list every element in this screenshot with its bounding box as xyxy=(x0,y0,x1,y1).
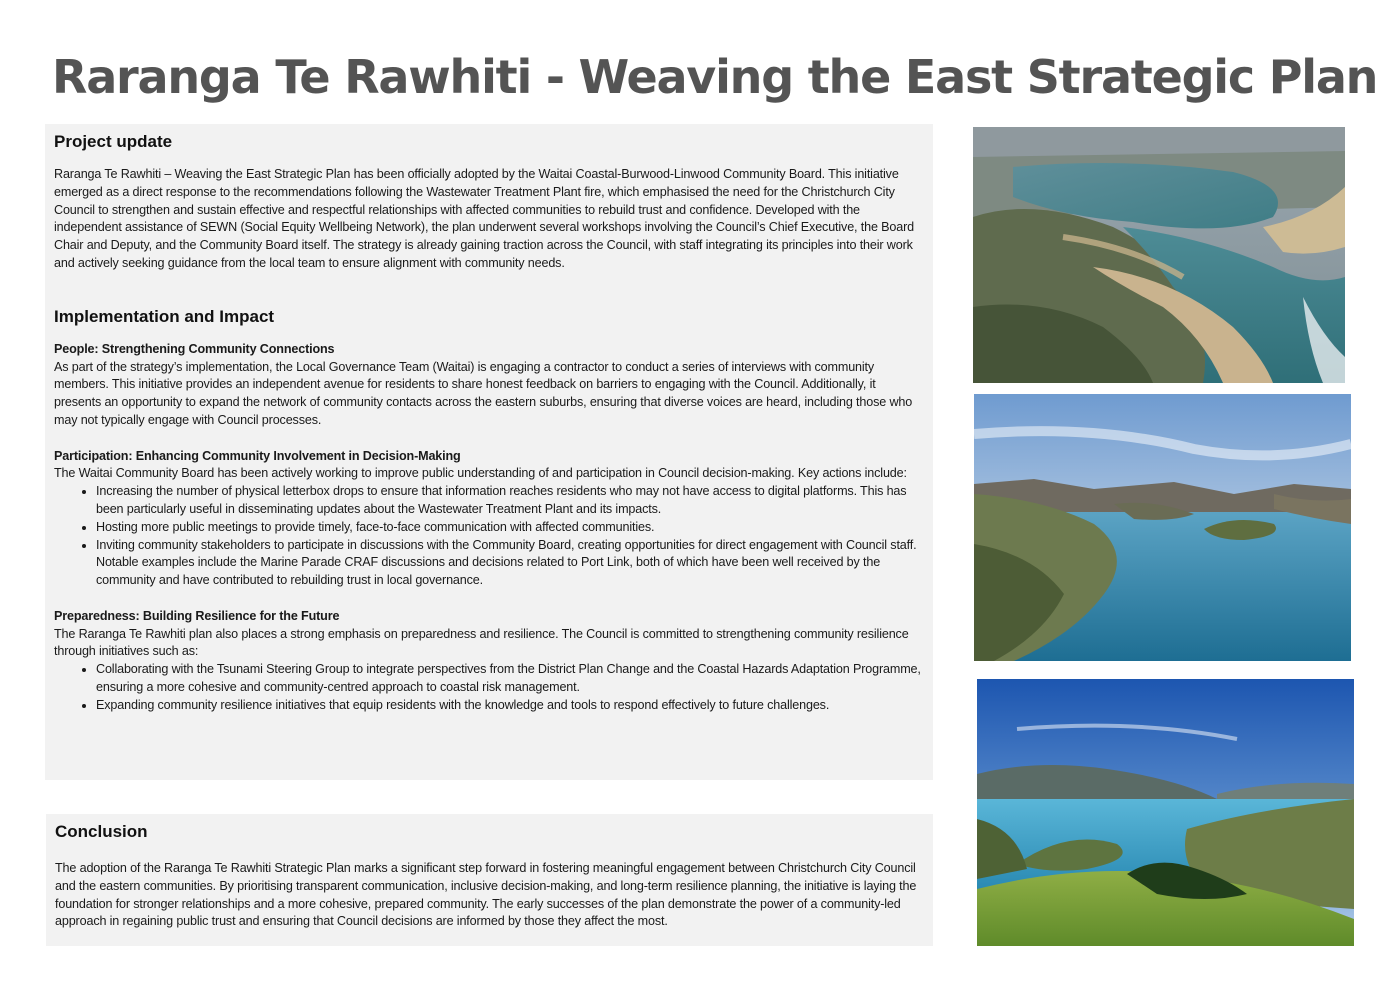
page-title: Raranga Te Rawhiti - Weaving the East Strategic Plan xyxy=(52,50,1378,104)
list-item: • Inviting community stakeholders to participate in discussions with the Community Board, creating opportunities for direct engagement with Council staff. Notable examples include the Marine Parade CRAF discussions and decisions related to Port Link, both of which have been well received by the community and have contributed to rebuilding trust in local governance. xyxy=(96,537,924,590)
list-item: • Expanding community resilience initiatives that equip residents with the knowledge and tools to respond effectively to future challenges. xyxy=(96,697,924,715)
conclusion-body: The adoption of the Raranga Te Rawhiti Strategic Plan marks a significant step forward in fostering meaningful engagement between Christchurch City Council and the eastern communities. By prioritising transparent communication, inclusive decision-making, and long-term resilience planning, the initiative is laying the foundation for stronger relationships and a more cohesive, prepared community. The early successes of the plan demonstrate the power of a community-led approach in regaining public trust and ensuring that Council decisions are informed by those they affect the most. xyxy=(55,861,917,929)
main-panel xyxy=(45,124,933,780)
people-section xyxy=(54,341,924,430)
preparedness-section xyxy=(54,608,924,715)
people-subheading: People: Strengthening Community Connections xyxy=(54,341,335,356)
conclusion-panel xyxy=(46,814,933,946)
preparedness-body: The Raranga Te Rawhiti plan also places a strong emphasis on preparedness and resilience. The Council is committed to strengthening community resilience through initiatives such as: xyxy=(54,626,909,659)
list-item: • Collaborating with the Tsunami Steering Group to integrate perspectives from the District Plan Change and the Coastal Hazards Adaptation Programme, ensuring a more cohesive and community-centred approach to coastal risk management. xyxy=(96,661,924,697)
project-update-heading: Project update xyxy=(54,132,173,151)
participation-subheading: Participation: Enhancing Community Involvement in Decision-Making xyxy=(54,448,461,463)
implementation-heading: Implementation and Impact xyxy=(54,306,275,326)
participation-body: The Waitai Community Board has been actively working to improve public understanding of and participation in Council decision-making. Key actions include: xyxy=(54,466,907,481)
list-item: • Hosting more public meetings to provide timely, face-to-face communication with affected communities. xyxy=(96,519,924,537)
preparedness-subheading: Preparedness: Building Resilience for the Future xyxy=(54,608,340,623)
green-hills-bay-photo xyxy=(977,679,1354,946)
harbour-island-photo xyxy=(974,394,1351,661)
estuary-aerial-photo xyxy=(973,127,1345,383)
people-body: As part of the strategy’s implementation, the Local Governance Team (Waitai) is engaging a contractor to conduct a series of interviews with community members. This initiative provides an independent avenue for residents to share honest feedback on barriers to engaging with the Council. Additionally, it presents an opportunity to expand the network of community contacts across the eastern suburbs, ensuring that diverse voices are heard, including those who may not typically engage with Council processes. xyxy=(54,359,913,427)
participation-section xyxy=(54,448,924,590)
participation-list xyxy=(54,483,924,590)
preparedness-list xyxy=(54,661,924,714)
project-update-body: Raranga Te Rawhiti – Weaving the East Strategic Plan has been officially adopted by the Waitai Coastal-Burwood-Linwood Community Board. This initiative emerged as a direct response to the recommendations following the Wastewater Treatment Plant fire, which emphasised the need for the Christchurch City Council to strengthen and sustain effective and respectful relationships with affected communities to rebuild trust and confidence. Developed with the independent assistance of SEWN (Social Equity Wellbeing Network), the plan underwent several workshops involving the Council’s Chief Executive, the Board Chair and Deputy, and the Community Board itself. The strategy is already gaining traction across the Council, with staff integrating its principles into their work and actively seeking guidance from the local team to ensure alignment with community needs. xyxy=(54,167,915,270)
conclusion-heading: Conclusion xyxy=(55,822,148,841)
list-item: • Increasing the number of physical letterbox drops to ensure that information reaches residents who may not have access to digital platforms. This has been particularly useful in disseminating updates about the Wastewater Treatment Plant and its impacts. xyxy=(96,483,924,519)
